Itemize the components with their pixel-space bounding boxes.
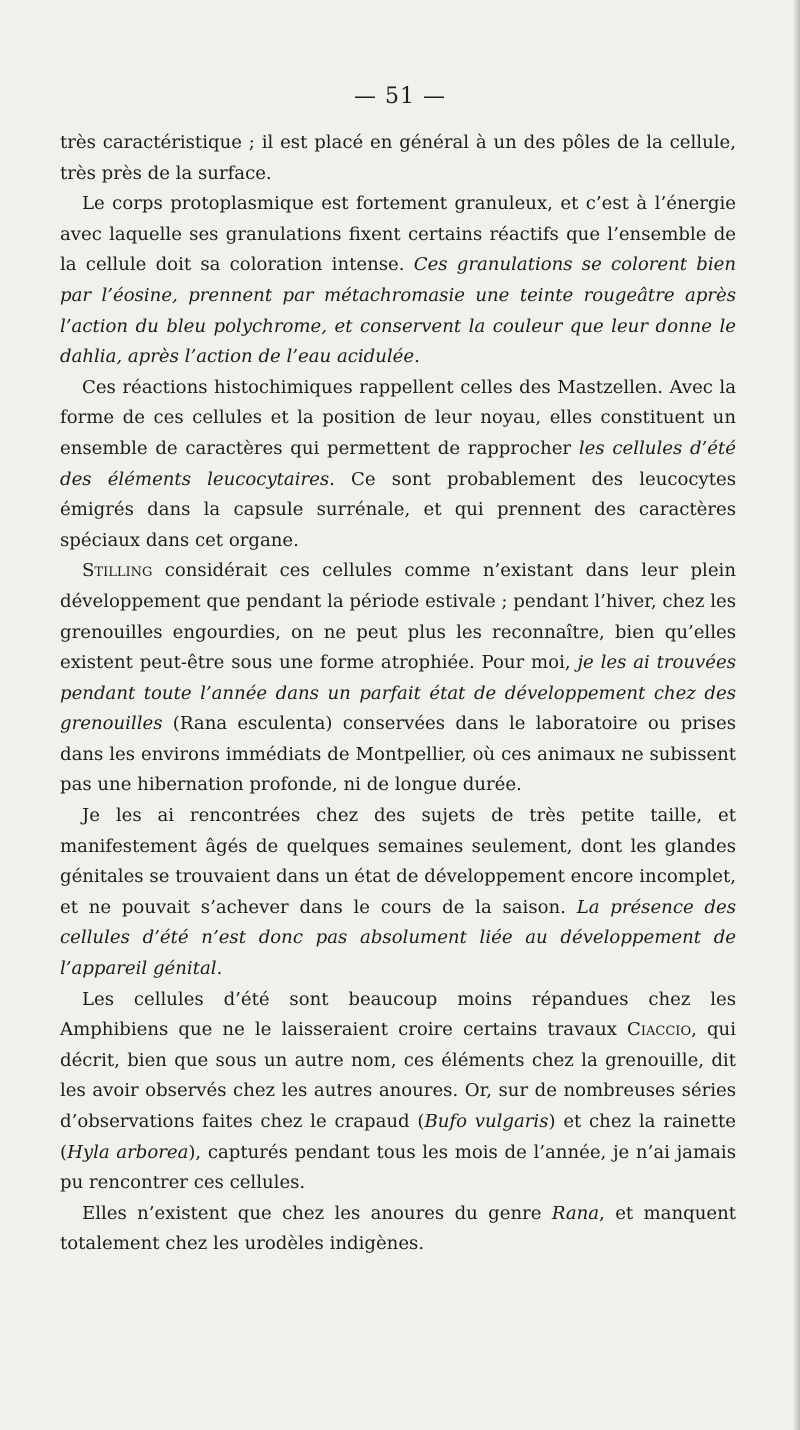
paragraph-2 — [60, 189, 736, 373]
paragraph-3 — [60, 373, 736, 557]
paragraph-6-text-a: Les cellules d’été sont beaucoup moins répandues chez les Amphibiens que ne le laisseraient croire certains travaux — [60, 988, 736, 1041]
paragraph-4-text-b: (Rana esculenta) conservées dans le laboratoire ou prises dans les environs immédiats de Montpellier, où ces animaux ne subissent pas une hibernation profonde, ni de longue durée. — [60, 713, 736, 796]
paragraph-6 — [60, 985, 736, 1199]
author-name-ciaccio: Ciaccio — [627, 1019, 692, 1041]
paragraph-7 — [60, 1199, 736, 1260]
paragraph-4-italic: je les ai trouvées pendant toute l’année dans un parfait état de développement chez des grenouilles — [60, 652, 736, 735]
paragraph-2-text: Le corps protoplasmique est fortement granuleux, et c’est à l’énergie avec laquelle ses granulations fixent certains réactifs que l’ensemble de la cellule doit sa coloration intense. — [60, 193, 736, 276]
body-text — [60, 128, 736, 1260]
paragraph-7-text-b: , et manquent totalement chez les urodèles indigènes. — [60, 1202, 736, 1255]
page-edge-shadow — [794, 0, 800, 1430]
species-hyla-arborea: Hyla arborea — [67, 1141, 189, 1163]
genus-rana: Rana — [551, 1202, 600, 1224]
paragraph-5-text-a: Je les ai rencontrées chez des sujets de très petite taille, et manifestement âgés de quelques semaines seulement, dont les glandes génitales se trouvaient dans un état de développement encore incomplet, et ne pouvait s’achever dans le cours de la saison. — [60, 805, 736, 918]
paragraph-7-text-a: Elles n’existent que chez les anoures du genre — [82, 1202, 552, 1224]
paragraph-1 — [60, 128, 736, 189]
author-name-stilling: Stilling — [82, 560, 153, 582]
paragraph-3-text-b: . Ce sont probablement des leucocytes émigrés dans la capsule surrénale, et qui prennent des caractères spéciaux dans cet organe. — [60, 468, 736, 551]
paragraph-2-italic: Ces granulations se colorent bien par l’éosine, prennent par métachromasie une teinte rougeâtre après l’action du bleu polychrome, et conservent la couleur que leur donne le dahlia, après l’action de l’eau acidulée. — [60, 254, 736, 368]
paragraph-3-italic: les cellules d’été des éléments leucocytaires — [60, 437, 736, 490]
paragraph-6-text-c: ) et chez la rainette ( — [60, 1111, 737, 1163]
paragraph-3-text-a: Ces réactions histochimiques rappellent celles des Mastzellen. Avec la forme de ces cellules et la position de leur noyau, elles constituent un ensemble de caractères qui permettent de rapprocher — [60, 376, 736, 459]
paragraph-6-text-d: ), capturés pendant tous les mois de l’année, je n’ai jamais pu rencontrer ces cellules. — [60, 1141, 736, 1194]
species-bufo-vulgaris: Bufo vulgaris — [424, 1111, 549, 1132]
page-number: — 51 — — [354, 84, 446, 109]
paragraph-6-text-b: , qui décrit, bien que sous un autre nom, ces éléments chez la grenouille, dit les avoir observés chez les autres anoures. Or, sur de nombreuses séries d’observations faites chez le crapaud ( — [60, 1019, 736, 1132]
paragraph-1-text: très caractéristique ; il est placé en général à un des pôles de la cellule, très près de la surface. — [60, 132, 736, 184]
paragraph-4 — [60, 556, 736, 801]
paragraph-5-text-b: . — [216, 958, 223, 980]
paragraph-5-italic: La présence des cellules d’été n’est donc pas absolument liée au développement de l’appareil génital — [60, 896, 736, 980]
paragraph-5 — [60, 801, 736, 985]
paragraph-4-text-a: considérait ces cellules comme n’existant dans leur plein développement que pendant la période estivale ; pendant l’hiver, chez les grenouilles engourdies, on ne peut plus les reconnaître, bien qu’elles existent peut-être sous une forme atrophiée. Pour moi, — [60, 560, 736, 674]
